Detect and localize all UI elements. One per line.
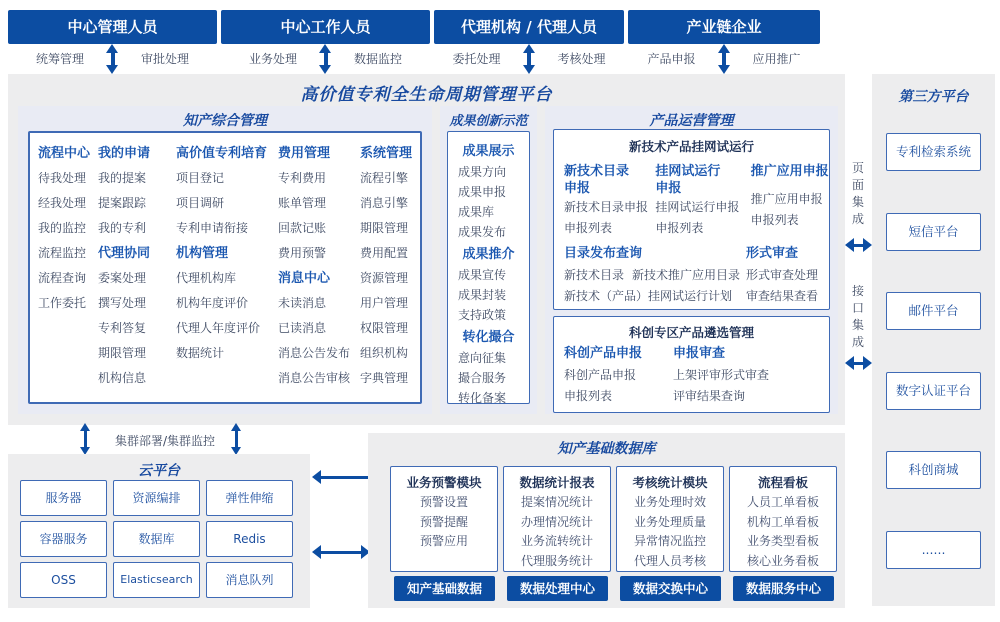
- menu-item: 意向征集: [458, 351, 507, 365]
- ip-column: [98, 141, 176, 402]
- product-column: [751, 155, 829, 239]
- group-header: 目录发布查询: [564, 246, 643, 261]
- platform-title: 高价值专利全生命周期管理平台: [300, 85, 553, 105]
- section-title: 知产综合管理: [183, 113, 267, 129]
- catalog-publish-group: [564, 243, 746, 307]
- group-header: 机构管理: [176, 246, 229, 261]
- role-group-center-staff: [221, 0, 430, 76]
- menu-item: 支持政策: [458, 308, 507, 322]
- menu-item: 成果发布: [458, 225, 507, 239]
- menu-item: 机构工单看板: [746, 514, 819, 529]
- ip-column: [360, 141, 418, 402]
- role-action-right: 应用推广: [752, 52, 801, 66]
- menu-item: 回款记账: [278, 221, 327, 235]
- menu-item: 代理人员考核: [633, 553, 706, 568]
- third-party-box: 专利检索系统: [886, 133, 981, 171]
- menu-item: 费用预警: [278, 246, 327, 260]
- cloud-service-box: 容器服务: [20, 521, 107, 557]
- module-header: 业务预警模块: [406, 475, 482, 490]
- cloud-service-box: Redis: [206, 521, 293, 557]
- role-action-left: 产品申报: [647, 52, 696, 66]
- third-party-box: 邮件平台: [886, 292, 981, 330]
- menu-item: 上架评审形式审查: [673, 368, 770, 382]
- role-title: 中心工作人员: [221, 10, 430, 44]
- menu-item: 流程查询: [38, 271, 87, 285]
- menu-item: 新技术目录申报: [564, 200, 649, 214]
- menu-item: 字典管理: [360, 371, 409, 385]
- cloud-service-box: 消息队列: [206, 562, 293, 598]
- group-header: 消息中心: [278, 271, 331, 286]
- role-title: 产业链企业: [628, 10, 820, 44]
- menu-item: 专利申请衔接: [176, 221, 249, 235]
- menu-item: 代理人年度评价: [176, 321, 261, 335]
- menu-item: 新技术目录: [564, 268, 625, 282]
- up-down-arrow-icon: [718, 44, 731, 74]
- role-action-right: 审批处理: [141, 52, 190, 66]
- up-down-arrow-icon: [80, 423, 91, 455]
- left-right-arrow-icon: [845, 238, 872, 252]
- db-bottom-box: 数据处理中心: [507, 576, 608, 601]
- menu-item: 撮合服务: [458, 371, 507, 385]
- group-header: 成果推介: [462, 247, 515, 262]
- sub-box-title: 科创专区产品遴选管理: [628, 325, 754, 340]
- menu-item: 转化备案: [458, 391, 507, 405]
- menu-item: 我的监控: [38, 221, 87, 235]
- ip-column: [38, 141, 98, 402]
- menu-item: 专利答复: [98, 321, 147, 335]
- role-title: 中心管理人员: [8, 10, 217, 44]
- menu-item: 用户管理: [360, 296, 409, 310]
- menu-item: 推广应用申报: [750, 192, 823, 206]
- menu-item: 数据统计: [176, 346, 225, 360]
- up-down-arrow-icon: [319, 44, 332, 74]
- menu-item: 账单管理: [278, 196, 327, 210]
- role-group-industry-enterprise: [628, 0, 820, 76]
- section-title: 产品运营管理: [649, 113, 734, 129]
- group-header: 新技术目录申报: [564, 164, 630, 196]
- cloud-service-box: 服务器: [20, 480, 107, 516]
- module-header: 数据统计报表: [519, 475, 595, 490]
- menu-item: 业务类型看板: [746, 534, 819, 548]
- group-header: 费用管理: [278, 146, 331, 161]
- menu-item: 申报列表: [655, 221, 704, 235]
- ip-column: [278, 141, 360, 402]
- menu-item: 业务处理时效: [633, 495, 706, 509]
- menu-item: 流程引擎: [360, 171, 409, 185]
- db-module: [729, 466, 837, 572]
- sci-innovation-box: [553, 316, 830, 413]
- api-integration-label: 接口集成: [851, 284, 864, 349]
- group-header: 转化撮合: [462, 330, 515, 345]
- menu-item: 业务处理质量: [633, 514, 706, 529]
- section-title: 成果创新示范: [449, 114, 528, 129]
- group-header: 系统管理: [360, 146, 413, 161]
- menu-item: 流程监控: [38, 246, 87, 260]
- menu-item: 成果库: [458, 205, 495, 219]
- menu-item: 办理情况统计: [520, 514, 593, 529]
- menu-item: 待我处理: [38, 171, 87, 185]
- menu-item: 提案情况统计: [520, 495, 593, 509]
- role-group-center-managers: [8, 0, 217, 76]
- menu-item: 申报列表: [564, 221, 613, 235]
- db-module: [503, 466, 611, 572]
- section-title: 知产基础数据库: [557, 441, 656, 457]
- module-header: 流程看板: [757, 475, 808, 490]
- cloud-service-box: OSS: [20, 562, 107, 598]
- cluster-label: 集群部署/集群监控: [114, 434, 216, 448]
- cloud-service-box: 资源编排: [113, 480, 200, 516]
- menu-item: 挂网试运行申报: [655, 200, 740, 214]
- section-title: 云平台: [138, 463, 180, 479]
- role-action-left: 统筹管理: [35, 52, 84, 66]
- up-down-arrow-icon: [106, 44, 119, 74]
- group-header: 形式审查: [746, 246, 799, 261]
- sci-product-apply-group: [564, 343, 673, 407]
- up-down-arrow-icon: [231, 423, 242, 455]
- menu-item: 核心业务看板: [746, 553, 819, 568]
- menu-item: 费用配置: [360, 246, 409, 260]
- menu-item: 新技术（产品）挂网试运行计划: [564, 289, 733, 303]
- group-header: 推广应用申报: [750, 164, 829, 179]
- left-right-arrow-icon: [845, 356, 872, 370]
- menu-item: 已读消息: [278, 321, 327, 335]
- ip-column: [176, 141, 278, 402]
- db-module: [390, 466, 498, 572]
- role-action-right: 考核处理: [557, 52, 606, 66]
- section-title: 第三方平台: [898, 89, 969, 105]
- menu-item: 代理机构库: [176, 271, 237, 285]
- menu-item: 成果封装: [458, 288, 507, 302]
- db-bottom-box: 知产基础数据: [394, 576, 495, 601]
- sub-box-title: 新技术产品挂网试运行: [628, 139, 754, 154]
- menu-item: 撰写处理: [98, 296, 147, 310]
- achievement-box: [447, 131, 530, 404]
- menu-item: 项目调研: [176, 196, 225, 210]
- cloud-service-box: Elasticsearch: [113, 562, 200, 598]
- db-bottom-box: 数据服务中心: [733, 576, 834, 601]
- group-header: 成果展示: [462, 144, 515, 159]
- up-down-arrow-icon: [523, 44, 536, 74]
- left-arrow-icon: [312, 470, 370, 484]
- ip-database-panel: [368, 433, 845, 608]
- menu-item: 申报列表: [564, 389, 613, 403]
- apply-review-group: [673, 343, 821, 407]
- menu-item: 预警设置: [419, 495, 468, 509]
- group-header: 高价值专利培育: [176, 146, 268, 161]
- menu-item: 审查结果查看: [746, 289, 819, 303]
- third-party-box: 科创商城: [886, 451, 981, 489]
- menu-item: 机构信息: [98, 371, 147, 385]
- menu-item: 组织机构: [360, 346, 409, 360]
- menu-item: 消息公告审核: [278, 371, 351, 385]
- third-party-box: ......: [886, 531, 981, 569]
- role-action-left: 业务处理: [248, 52, 297, 66]
- product-column: [655, 155, 750, 239]
- menu-item: 成果宣传: [458, 268, 507, 282]
- menu-item: 委案处理: [98, 271, 147, 285]
- product-column: [564, 155, 655, 239]
- role-title: 代理机构 / 代理人员: [434, 10, 624, 44]
- formal-review-group: [746, 243, 826, 307]
- menu-item: 成果方向: [458, 165, 507, 179]
- third-party-box: 短信平台: [886, 213, 981, 251]
- menu-item: 异常情况监控: [633, 534, 706, 548]
- menu-item: 业务流转统计: [520, 534, 593, 548]
- third-party-box: 数字认证平台: [886, 372, 981, 410]
- role-group-agency: [434, 0, 624, 76]
- group-header: 流程中心: [38, 146, 91, 161]
- group-header: 挂网试运行申报: [655, 164, 721, 196]
- menu-item: 新技术推广应用目录: [632, 268, 741, 282]
- module-header: 考核统计模块: [632, 475, 708, 490]
- cloud-service-box: 弹性伸缩: [206, 480, 293, 516]
- menu-item: 消息公告发布: [278, 346, 351, 360]
- menu-item: 我的提案: [98, 171, 147, 185]
- ip-management-box: [28, 131, 422, 404]
- product-trial-box: [553, 129, 830, 310]
- menu-item: 期限管理: [98, 346, 147, 360]
- menu-item: 形式审查处理: [746, 268, 819, 282]
- group-header: 科创产品申报: [564, 346, 643, 361]
- group-header: 代理协同: [98, 246, 151, 261]
- menu-item: 科创产品申报: [564, 368, 637, 382]
- menu-item: 代理服务统计: [520, 553, 593, 568]
- role-action-right: 数据监控: [354, 52, 403, 66]
- group-header: 我的申请: [98, 146, 151, 161]
- menu-item: 项目登记: [176, 171, 225, 185]
- menu-item: 消息引擎: [360, 196, 409, 210]
- menu-item: 未读消息: [278, 296, 327, 310]
- role-action-left: 委托处理: [452, 52, 501, 66]
- menu-item: 预警提醒: [419, 514, 468, 529]
- menu-item: 经我处理: [38, 196, 87, 210]
- menu-item: 期限管理: [360, 221, 409, 235]
- menu-item: 申报列表: [750, 213, 799, 227]
- menu-item: 成果申报: [458, 185, 507, 199]
- cloud-service-box: 数据库: [113, 521, 200, 557]
- menu-item: 评审结果查询: [673, 389, 746, 403]
- group-header: 申报审查: [673, 346, 726, 361]
- menu-item: 专利费用: [278, 171, 327, 185]
- menu-item: 提案跟踪: [98, 196, 147, 210]
- menu-item: 权限管理: [360, 321, 409, 335]
- db-module: [616, 466, 724, 572]
- left-right-arrow-icon: [312, 545, 370, 559]
- page-integration-label: 页面集成: [851, 161, 864, 226]
- menu-item: 预警应用: [419, 534, 468, 548]
- db-bottom-box: 数据交换中心: [620, 576, 721, 601]
- menu-item: 机构年度评价: [176, 296, 249, 310]
- menu-item: 工作委托: [38, 296, 87, 310]
- menu-item: 资源管理: [360, 271, 409, 285]
- menu-item: 人员工单看板: [746, 495, 819, 509]
- menu-item: 我的专利: [98, 221, 147, 235]
